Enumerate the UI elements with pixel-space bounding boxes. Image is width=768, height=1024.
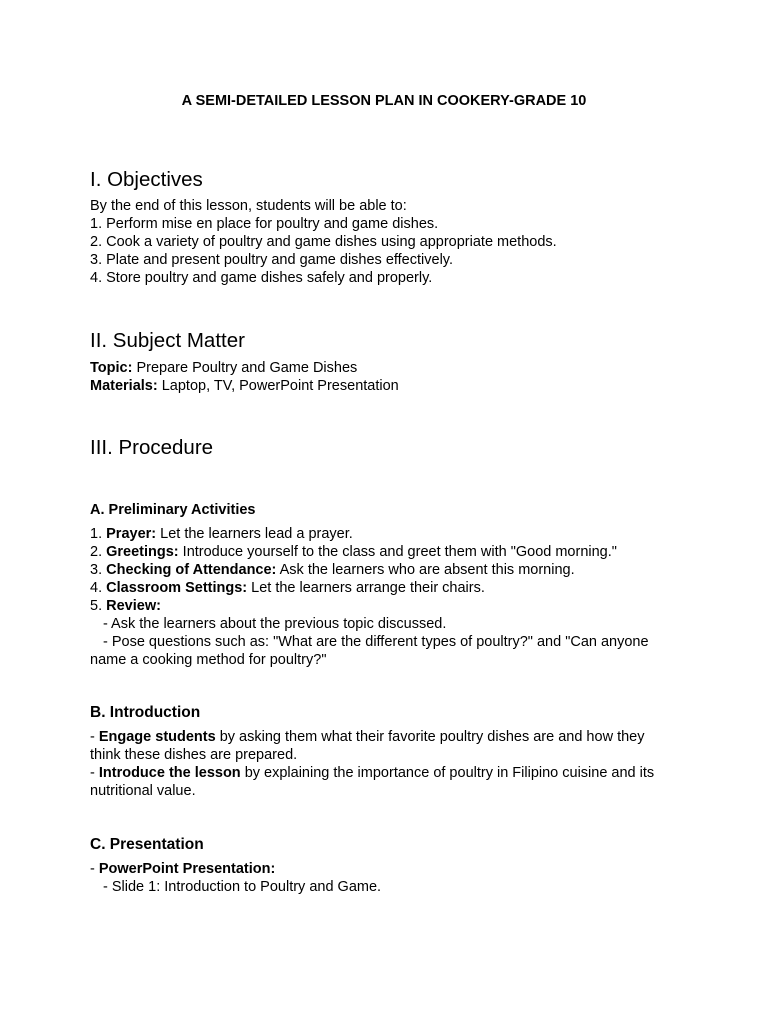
presentation-heading: C. Presentation: [90, 836, 204, 853]
objective-item: 4. Store poultry and game dishes safely and properly.: [90, 270, 433, 286]
objectives-intro: By the end of this lesson, students will be able to:: [90, 198, 407, 214]
introduction-para: - Introduce the lesson by explaining the importance of poultry in Filipino cuisine and its: [90, 765, 655, 781]
preliminary-heading: A. Preliminary Activities: [90, 502, 256, 518]
presentation-item: - PowerPoint Presentation:: [90, 861, 276, 877]
materials-line: [90, 377, 690, 395]
presentation-slide: - Slide 1: Introduction to Poultry and Game.: [103, 879, 382, 895]
preliminary-item: 1. Prayer: Let the learners lead a prayer.: [90, 526, 353, 542]
introduction-para-cont: nutritional value.: [90, 783, 196, 799]
topic-value: Prepare Poultry and Game Dishes: [132, 360, 358, 376]
topic-label: Topic:: [90, 360, 133, 376]
document-title: A SEMI-DETAILED LESSON PLAN IN COOKERY-GRADE 10: [181, 93, 587, 109]
objective-item: 2. Cook a variety of poultry and game dishes using appropriate methods.: [90, 234, 557, 250]
introduction-heading: B. Introduction: [90, 704, 201, 721]
review-point-continuation: name a cooking method for poultry?": [90, 652, 327, 668]
preliminary-item: 4. Classroom Settings: Let the learners arrange their chairs.: [90, 580, 485, 596]
materials-label: Materials:: [90, 378, 158, 394]
presentation-block: [90, 860, 690, 896]
review-point: - Pose questions such as: "What are the different types of poultry?" and "Can anyone: [103, 634, 649, 650]
preliminary-item: 2. Greetings: Introduce yourself to the class and greet them with "Good morning.": [90, 544, 617, 560]
objectives-heading: I. Objectives: [90, 168, 203, 191]
preliminary-item: 5. Review:: [90, 598, 161, 614]
materials-value: Laptop, TV, PowerPoint Presentation: [157, 378, 399, 394]
subject-matter-heading: II. Subject Matter: [90, 329, 245, 352]
objective-item: 1. Perform mise en place for poultry and game dishes.: [90, 216, 439, 232]
topic-line: [90, 359, 690, 377]
subject-matter-block: [90, 359, 690, 395]
procedure-heading: III. Procedure: [90, 436, 214, 459]
review-point: - Ask the learners about the previous topic discussed.: [103, 616, 447, 632]
objective-item: 3. Plate and present poultry and game dishes effectively.: [90, 252, 453, 268]
objectives-block: [90, 197, 690, 287]
introduction-block: [90, 728, 690, 800]
preliminary-block: [90, 525, 690, 669]
introduction-para: - Engage students by asking them what their favorite poultry dishes are and how they: [90, 729, 645, 745]
preliminary-item: 3. Checking of Attendance: Ask the learners who are absent this morning.: [90, 562, 575, 578]
introduction-para-cont: think these dishes are prepared.: [90, 747, 298, 763]
